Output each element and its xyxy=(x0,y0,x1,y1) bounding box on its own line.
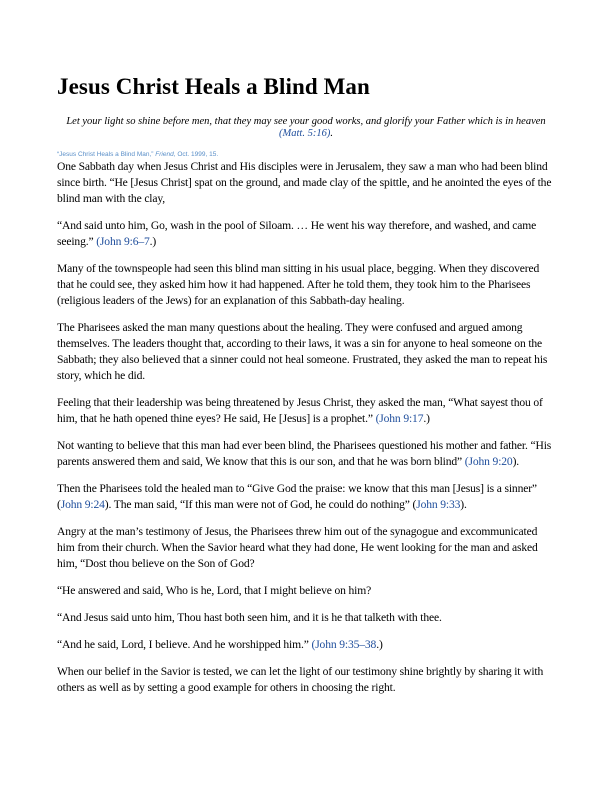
paragraph-text: Then the Pharisees told the healed man to “Give God the praise: we know that this man [Jesus] is a sinner” ( xyxy=(57,482,537,511)
scripture-reference-link[interactable]: John 9:33 xyxy=(416,498,461,511)
paragraph xyxy=(57,610,555,626)
paragraph xyxy=(57,438,555,470)
paragraph xyxy=(57,159,555,207)
article-title: Jesus Christ Heals a Blind Man xyxy=(57,74,370,99)
paragraph xyxy=(57,261,555,309)
source-lead: “Jesus Christ Heals a Blind Man,” xyxy=(57,151,154,158)
scripture-reference-link[interactable]: John 9:24 xyxy=(60,498,105,511)
source-date: Oct. 1999, 15. xyxy=(177,151,219,158)
paragraph xyxy=(57,218,555,250)
paragraph xyxy=(57,481,555,513)
paragraph-text: Angry at the man’s testimony of Jesus, the Pharisees threw him out of the synagogue and excommunicated him from their church. When the Savior heard what they had done, He went looking for the man and asked him, “Dost thou believe on the Son of God? xyxy=(57,525,538,570)
scripture-reference-link[interactable]: (John 9:20 xyxy=(464,455,513,468)
paragraph-text: One Sabbath day when Jesus Christ and His disciples were in Jerusalem, they saw a man who had been blind since birth. “He [Jesus Christ] spat on the ground, and made clay of the spittle, and he anointed the eyes of the blind man with the clay, xyxy=(57,160,552,205)
epigraph-end: . xyxy=(330,128,333,139)
epigraph xyxy=(65,116,547,140)
paragraph-text: ). The man said, “If this man were not of God, he could do nothing” ( xyxy=(104,498,417,511)
article-body xyxy=(57,159,555,696)
paragraph xyxy=(57,320,555,384)
paragraph-text: “And said unto him, Go, wash in the pool of Siloam. … He went his way therefore, and washed, and came seeing.” xyxy=(57,219,537,248)
source-publication: Friend, xyxy=(155,151,176,158)
paragraph xyxy=(57,637,555,653)
paragraph-text: “And he said, Lord, I believe. And he worshipped him.” xyxy=(57,638,312,651)
paragraph-end: ). xyxy=(512,455,520,468)
paragraph-text: When our belief in the Savior is tested, we can let the light of our testimony shine brightly by sharing it with others as well as by setting a good example for others in choosing the right. xyxy=(57,665,544,694)
paragraph-end: .) xyxy=(423,412,430,425)
paragraph-text: Feeling that their leadership was being threatened by Jesus Christ, they asked the man, “What sayest thou of him, that he hath opened thine eyes? He said, He [Jesus] is a prophet.” xyxy=(57,396,543,425)
paragraph xyxy=(57,583,555,599)
paragraph-end: .) xyxy=(149,235,157,248)
paragraph-end: .) xyxy=(376,638,383,651)
epigraph-text: Let your light so shine before men, that they may see your good works, and glorify your Father which is in heaven xyxy=(66,116,546,127)
paragraph-text: Many of the townspeople had seen this blind man sitting in his usual place, begging. When they discovered that he could see, they asked him how it had happened. After he told them, they took him to the Pharisees (religious leaders of the Jews) for an explanation of this Sabbath-day healing. xyxy=(57,262,540,307)
scripture-reference-link[interactable]: (John 9:17 xyxy=(375,412,424,425)
paragraph-text: “He answered and said, Who is he, Lord, that I might believe on him? xyxy=(57,584,372,597)
paragraph-end: ). xyxy=(460,498,467,511)
source-citation xyxy=(57,151,555,159)
paragraph xyxy=(57,395,555,427)
paragraph-text: The Pharisees asked the man many questions about the healing. They were confused and argued among themselves. The leaders thought that, according to their laws, it was a sin for anyone to heal someone on the Sabbath; they also believed that a sinner could not heal someone. Frustrated, they asked the man to repeat his story, which he did. xyxy=(57,321,548,382)
article xyxy=(57,73,555,707)
epigraph-reference-link[interactable]: (Matt. 5:16) xyxy=(279,128,331,139)
paragraph xyxy=(57,664,555,696)
scripture-reference-link[interactable]: (John 9:6–7 xyxy=(96,235,150,248)
paragraph-text: Not wanting to believe that this man had ever been blind, the Pharisees questioned his mother and father. “His parents answered them and said, We know that this is our son, and that he was born blind” xyxy=(57,439,552,468)
paragraph-text: “And Jesus said unto him, Thou hast both seen him, and it is he that talketh with thee. xyxy=(57,611,442,624)
paragraph xyxy=(57,524,555,572)
scripture-reference-link[interactable]: (John 9:35–38 xyxy=(311,638,377,651)
